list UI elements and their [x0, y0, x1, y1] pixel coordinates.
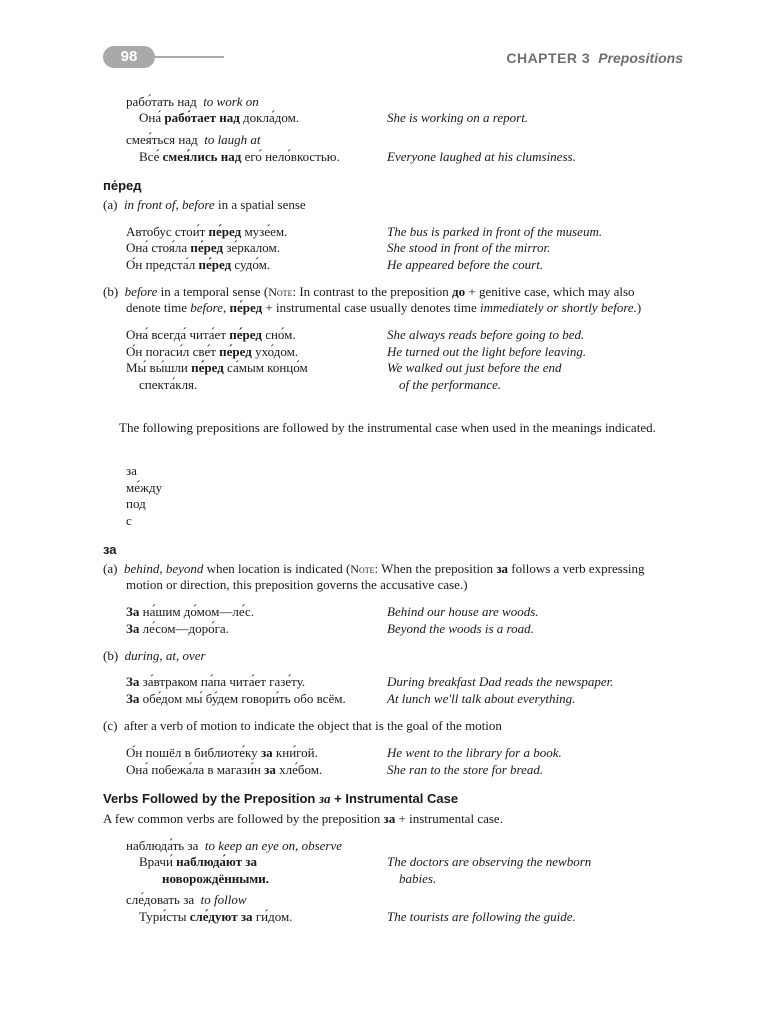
example-en: He went to the library for a book.	[387, 745, 562, 760]
example-ru-cont: спекта́кля.	[139, 377, 198, 392]
example-en: She is working on a report.	[387, 110, 529, 125]
sense-b: (b) before in a temporal sense (Note: In contrast to the preposition до + genitive case, which may also	[103, 284, 635, 299]
example-ru: За за́втраком па́па чита́ет газе́ту.	[126, 674, 306, 689]
example-ru: Тури́сты сле́дуют за ги́дом.	[139, 909, 293, 924]
example-en: The tourists are following the guide.	[387, 909, 576, 924]
verb-entry: сле́довать за to follow	[126, 892, 247, 907]
verb-entry: смея́ться над to laugh at	[126, 132, 261, 147]
subsection-intro: A few common verbs are followed by the preposition за + instrumental case.	[103, 811, 503, 826]
verb-entry: рабо́тать над to work on	[126, 94, 259, 109]
example-ru: О́н пошёл в библиоте́ку за кни́гой.	[126, 745, 318, 760]
example-ru: О́н погаси́л све́т пе́ред ухо́дом.	[126, 344, 299, 359]
example-ru: Она́ стоя́ла пе́ред зе́ркалом.	[126, 240, 280, 255]
example-ru: За ле́сом—доро́га.	[126, 621, 229, 636]
example-en: She always reads before going to bed.	[387, 327, 585, 342]
example-en-cont: babies.	[399, 871, 437, 886]
section-heading: за	[103, 542, 117, 557]
example-en: The doctors are observing the newborn	[387, 854, 592, 869]
list-item: с	[126, 513, 132, 528]
running-header	[506, 50, 683, 66]
example-en: At lunch we'll talk about everything.	[387, 691, 576, 706]
list-item: за	[126, 463, 137, 478]
sense-a: (a) behind, beyond when location is indicated (Note: When the preposition за follows a verb expressing	[103, 561, 645, 576]
example-en: Beyond the woods is a road.	[387, 621, 534, 636]
intro-paragraph: The following prepositions are followed by the instrumental case when used in the meanings indicated.	[119, 420, 656, 435]
header-rule	[152, 56, 224, 58]
example-ru: За обе́дом мы́ бу́дем говори́ть обо всём.	[126, 691, 346, 706]
example-en: We walked out just before the end	[387, 360, 562, 375]
example-en: She stood in front of the mirror.	[387, 240, 551, 255]
example-ru-cont: новорождёнными.	[162, 871, 270, 886]
example-ru: Все́ смея́лись над его́ нело́вкостью.	[139, 149, 340, 164]
sense-b-cont: denote time before, пе́ред + instrumental case usually denotes time immediately or shortly before.)	[126, 300, 642, 315]
example-en: Behind our house are woods.	[387, 604, 539, 619]
example-ru: Врачи́ наблюда́ют за	[139, 854, 258, 869]
example-en: He appeared before the court.	[387, 257, 544, 272]
example-ru: Автобус стои́т пе́ред музе́ем.	[126, 224, 288, 239]
sense-a-cont: motion or direction, this preposition governs the accusative case.)	[126, 577, 468, 592]
example-en-cont: of the performance.	[399, 377, 502, 392]
example-en: Everyone laughed at his clumsiness.	[387, 149, 576, 164]
list-item: под	[126, 496, 146, 511]
sense-b: (b) during, at, over	[103, 648, 206, 663]
example-ru: О́н предста́л пе́ред судо́м.	[126, 257, 271, 272]
chapter-label: CHAPTER 3	[506, 50, 591, 66]
section-heading: пе́ред	[103, 178, 142, 193]
sense-c: (c) after a verb of motion to indicate the object that is the goal of the motion	[103, 718, 502, 733]
sense-a: (a) in front of, before in a spatial sense	[103, 197, 306, 212]
example-en: During breakfast Dad reads the newspaper.	[387, 674, 614, 689]
chapter-title: Prepositions	[598, 50, 683, 66]
example-ru: Она́ побежа́ла в магази́н за хле́бом.	[126, 762, 323, 777]
example-ru: Она́ всегда́ чита́ет пе́ред сно́м.	[126, 327, 296, 342]
example-en: The bus is parked in front of the museum.	[387, 224, 603, 239]
example-en: She ran to the store for bread.	[387, 762, 544, 777]
page-number-badge: 98	[103, 46, 155, 68]
example-ru: Она́ рабо́тает над докла́дом.	[139, 110, 300, 125]
list-item: ме́жду	[126, 480, 163, 495]
example-ru: За на́шим до́мом—ле́с.	[126, 604, 254, 619]
verb-entry: наблюда́ть за to keep an eye on, observe	[126, 838, 343, 853]
subsection-heading: Verbs Followed by the Preposition за + Instrumental Case	[103, 791, 459, 806]
example-ru: Мы́ вы́шли пе́ред са́мым концо́м	[126, 360, 308, 375]
example-en: He turned out the light before leaving.	[387, 344, 587, 359]
